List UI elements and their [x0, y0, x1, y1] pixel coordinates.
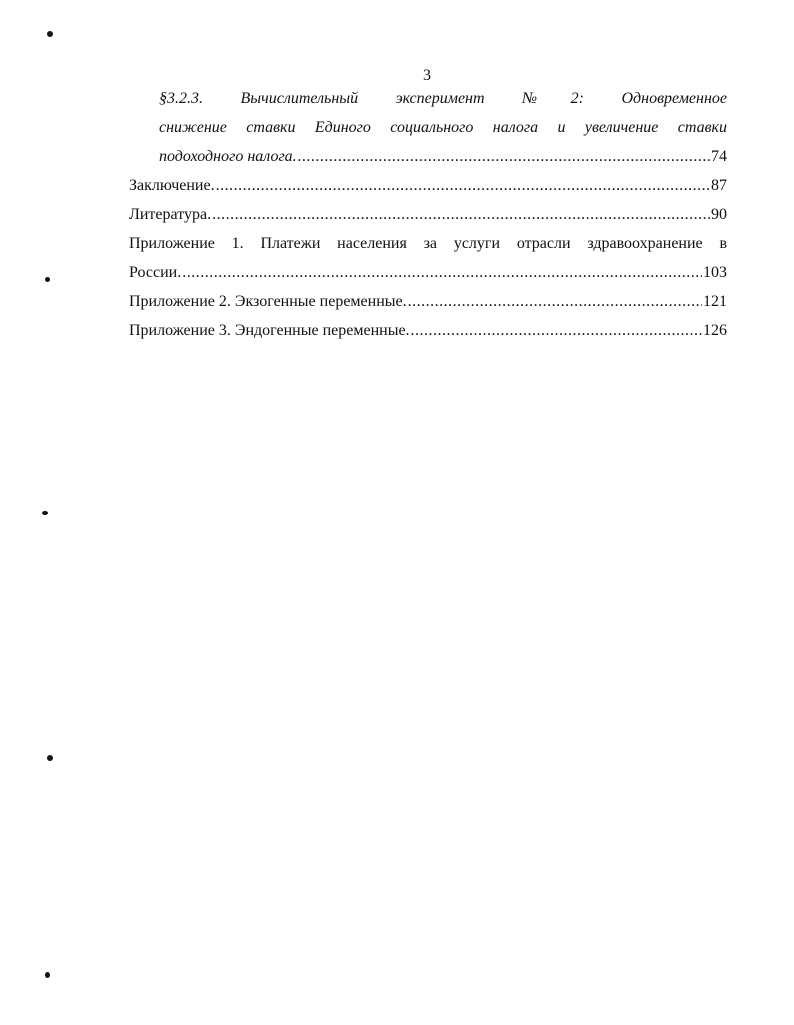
- toc-entry-literature-title: Литература.: [129, 206, 212, 223]
- table-of-contents: [129, 84, 727, 345]
- scan-speck-5: [45, 972, 50, 978]
- toc-entry-appendix-1-title-end: России.: [129, 264, 182, 281]
- dot-leader: [408, 287, 702, 316]
- toc-entry-3-2-3-line-2: [159, 113, 727, 142]
- scan-speck-3: [42, 511, 48, 515]
- toc-entry-appendix-1-title-start: Приложение 1. Платежи населения за услуги отрасли здравоохранение в: [129, 235, 727, 252]
- toc-entry-conclusion-page: 87: [711, 177, 727, 194]
- dot-leader: [216, 171, 710, 200]
- toc-entry-literature-page: 90: [711, 206, 727, 223]
- toc-entry-appendix-1-line-2[interactable]: [129, 258, 727, 287]
- toc-entry-appendix-2-title: Приложение 2. Экзогенные переменные.: [129, 293, 407, 310]
- toc-entry-3-2-3-title-middle: снижение ставки Единого социального налога и увеличение ставки: [159, 119, 727, 136]
- toc-entry-appendix-3-title: Приложение 3. Эндогенные переменные.: [129, 322, 410, 339]
- toc-entry-3-2-3-page: 74: [711, 148, 727, 165]
- toc-entry-appendix-3-page: 126: [703, 322, 727, 339]
- scan-speck-4: [47, 755, 53, 761]
- dot-leader: [298, 142, 710, 171]
- toc-entry-3-2-3-line-3[interactable]: [159, 142, 727, 171]
- toc-entry-appendix-1-page: 103: [703, 264, 727, 281]
- dot-leader: [411, 316, 702, 345]
- toc-entry-3-2-3-line-1: [159, 84, 727, 113]
- scan-speck-2: [45, 277, 50, 282]
- toc-entry-appendix-2-page: 121: [703, 293, 727, 310]
- toc-entry-conclusion-title: Заключение.: [129, 177, 215, 194]
- toc-entry-appendix-1-line-1: [129, 229, 727, 258]
- toc-entry-literature[interactable]: [129, 200, 727, 229]
- dot-leader: [212, 200, 710, 229]
- toc-entry-3-2-3-title-end: подоходного налога.: [159, 148, 297, 165]
- toc-entry-appendix-3[interactable]: [129, 316, 727, 345]
- toc-entry-conclusion[interactable]: [129, 171, 727, 200]
- dot-leader: [182, 258, 702, 287]
- toc-entry-appendix-2[interactable]: [129, 287, 727, 316]
- page-number: 3: [423, 67, 431, 84]
- toc-entry-3-2-3-title-start: §3.2.3. Вычислительный эксперимент №2: Одновременное: [159, 90, 727, 107]
- scan-speck-1: [47, 31, 53, 37]
